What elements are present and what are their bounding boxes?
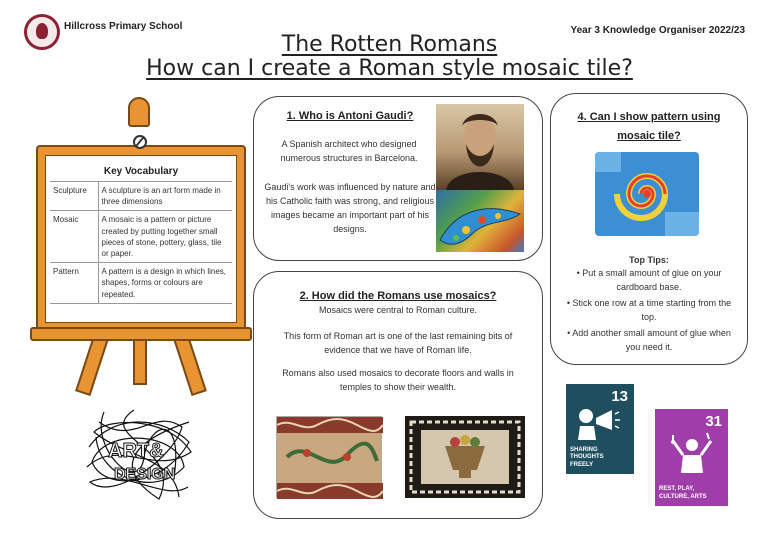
art-logo-line1: ART& [108, 440, 164, 462]
school-name: Hillcross Primary School [64, 21, 183, 32]
tips-title: Top Tips: [629, 255, 669, 265]
easel-leg-center [133, 335, 147, 385]
page-subtitle: How can I create a Roman style mosaic tile? [146, 56, 633, 81]
panel-roman-title: 2. How did the Romans use mosaics? [299, 290, 497, 302]
table-row [50, 182, 232, 211]
roman-mosaic-image-2 [405, 416, 525, 498]
tip-item: • Add another small amount of glue when you need it. [567, 328, 731, 352]
vocab-title: Key Vocabulary [103, 166, 179, 177]
badge-text: REST, PLAY, CULTURE, ARTS [659, 486, 707, 500]
badge-text: SHARING THOUGHTS FREELY [570, 446, 604, 468]
vocab-definition: A sculpture is an art form made in three dimensions [98, 182, 232, 211]
spiral-mosaic-image [595, 152, 699, 236]
art-design-logo [84, 407, 194, 502]
rights-badge-13 [566, 384, 634, 474]
year-label: Year 3 Knowledge Organiser 2022/23 [570, 25, 745, 36]
tip-text: Stick one row at a time starting from the top. [572, 298, 732, 322]
megaphone-icon [576, 406, 620, 440]
easel-leg-right [173, 334, 207, 396]
roman-mosaic-image-1 [276, 416, 382, 498]
vocab-term: Mosaic [50, 211, 98, 263]
lizard-icon [436, 190, 524, 252]
mosaic-vase-icon [405, 416, 525, 498]
mosaic-border-icon [277, 417, 383, 499]
portrait-icon [436, 104, 524, 190]
panel-gaudi-title: 1. Who is Antoni Gaudi? [286, 110, 414, 122]
panel-roman-para1: Mosaics were central to Roman culture. [318, 305, 478, 315]
spiral-mosaic-icon [595, 152, 699, 236]
vocab-table [50, 181, 232, 304]
panel-gaudi-para2: Gaudi's work was influenced by nature and his Catholic faith was strong, and religious images became an important part of his designs. [264, 182, 436, 234]
panel-roman-para3: Romans also used mosaics to decorate floors and walls in temples to show their wealth. [282, 368, 514, 392]
tip-item: • Stick one row at a time starting from the top. [566, 298, 732, 322]
gaudi-lizard-image [436, 190, 524, 252]
panel-pattern-title: 4. Can I show pattern using mosaic tile? [577, 111, 721, 142]
panel-roman-para2: This form of Roman art is one of the last remaining bits of evidence that we have of Roman life. [283, 331, 513, 355]
music-person-icon [669, 431, 715, 473]
tip-text: Add another small amount of glue when you need it. [572, 328, 731, 352]
panel-gaudi-para1: A Spanish architect who designed numerous structures in Barcelona. [280, 139, 418, 163]
page-title: The Rotten Romans [281, 32, 498, 57]
vocab-term: Sculpture [50, 182, 98, 211]
tip-text: Put a small amount of glue on your cardboard base. [582, 268, 722, 292]
no-entry-icon [133, 135, 147, 149]
art-logo-line2: DESIGN [114, 466, 176, 483]
rights-badge-31 [655, 409, 728, 506]
table-row [50, 211, 232, 263]
badge-number: 31 [705, 413, 722, 430]
vocab-term: Pattern [50, 263, 98, 304]
easel-shelf [30, 327, 252, 341]
scribble-icon [84, 407, 194, 502]
easel-top [128, 97, 150, 127]
gaudi-portrait-image [436, 104, 524, 190]
tip-item: • Put a small amount of glue on your cardboard base. [576, 268, 722, 292]
table-row [50, 263, 232, 304]
vocab-definition: A mosaic is a pattern or picture created by putting together small pieces of stone, pottery, glass, tile or paper. [98, 211, 232, 263]
badge-number: 13 [611, 388, 628, 405]
easel-leg-left [75, 334, 109, 396]
vocab-definition: A pattern is a design in which lines, shapes, forms or colours are repeated. [98, 263, 232, 304]
